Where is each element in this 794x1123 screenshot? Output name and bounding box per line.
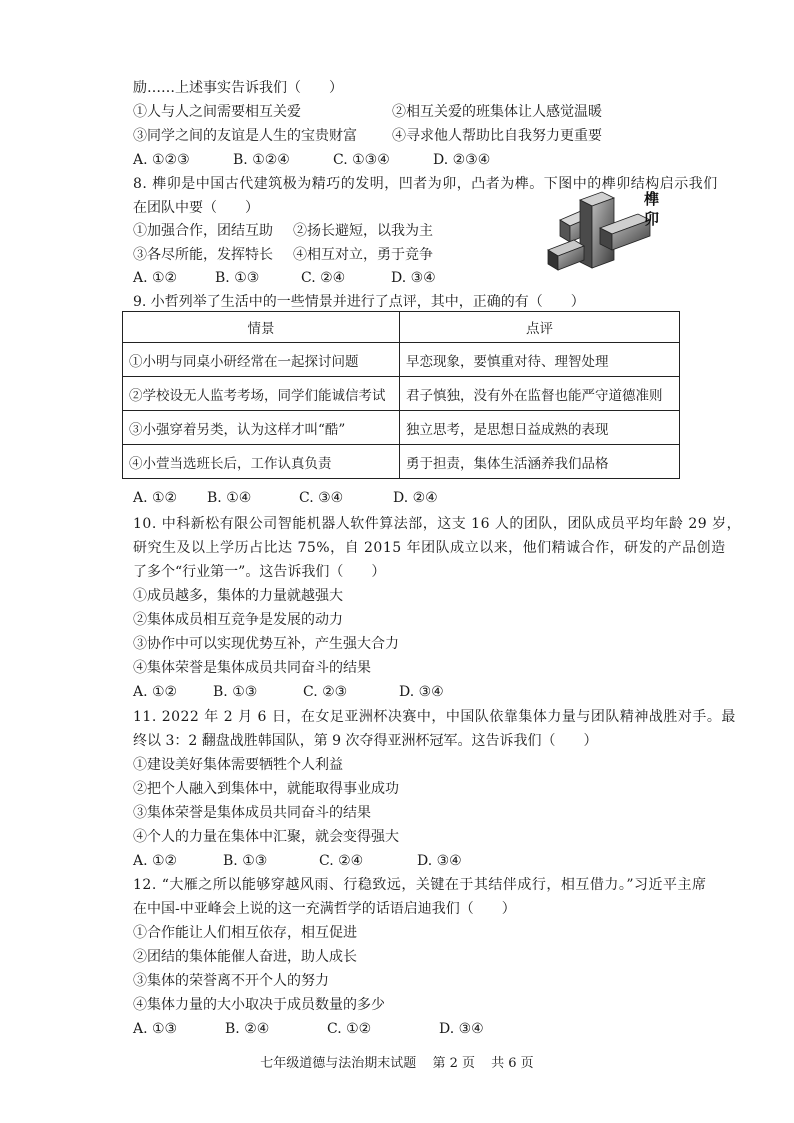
q7-statement-3: ③同学之间的友谊是人生的宝贵财富 xyxy=(133,128,357,144)
q9-options xyxy=(133,488,438,508)
image-label-sun: 榫 xyxy=(644,190,660,208)
q10-stem-line-3: 了多个“行业第一”。这告诉我们（ ） xyxy=(133,564,386,580)
q11-option-d[interactable]: D. ③④ xyxy=(417,853,462,869)
q10-statement-4: ④集体荣誉是集体成员共同奋斗的结果 xyxy=(133,660,371,676)
footer-page-number: 第 2 页 xyxy=(432,1056,475,1071)
q9-table xyxy=(122,311,680,479)
q12-statement-3: ③集体的荣誉离不开个人的努力 xyxy=(133,973,329,989)
table-row xyxy=(123,343,680,377)
q10-statement-2: ②集体成员相互竞争是发展的动力 xyxy=(133,612,343,628)
table-header-row xyxy=(123,312,680,343)
table-row xyxy=(123,377,680,411)
image-label-mao: 卯 xyxy=(644,210,660,228)
q8-statement-1: ①加强合作，团结互助 xyxy=(133,223,273,239)
q12-stem-line-1: 12. “大雁之所以能够穿越风雨、行稳致远，关键在于其结伴成行，相互借力。”习近平主席 xyxy=(133,877,707,893)
table-cell: ④小萱当选班长后，工作认真负责 xyxy=(123,445,400,479)
q7-statement-2: ②相互关爱的班集体让人感觉温暖 xyxy=(392,104,602,120)
q12-option-b[interactable]: B. ②④ xyxy=(225,1021,270,1037)
q10-statement-3: ③协作中可以实现优势互补，产生强大合力 xyxy=(133,636,399,652)
q12-option-d[interactable]: D. ③④ xyxy=(439,1021,484,1037)
q8-stem-line-2: 在团队中要（ ） xyxy=(133,200,259,216)
q12-option-a[interactable]: A. ①③ xyxy=(133,1021,178,1037)
q7-statement-1: ①人与人之间需要相互关爱 xyxy=(133,104,301,120)
q10-option-d[interactable]: D. ③④ xyxy=(399,684,444,700)
footer-total-pages: 共 6 页 xyxy=(491,1056,534,1071)
q11-stem-line-2: 终以 3：2 翻盘战胜韩国队，第 9 次夺得亚洲杯冠军。这告诉我们（ ） xyxy=(133,733,598,749)
q12-statement-4: ④集体力量的大小取决于成员数量的多少 xyxy=(133,997,385,1013)
q7-option-d[interactable]: D. ②③④ xyxy=(433,152,491,168)
q10-stem-line-2: 研究生及以上学历占比达 75%，自 2015 年团队成立以来，他们精诚合作，研发的产品创造 xyxy=(133,540,726,556)
q10-statement-1: ①成员越多，集体的力量就越强大 xyxy=(133,588,343,604)
q8-option-b[interactable]: B. ①③ xyxy=(215,270,260,286)
q11-option-b[interactable]: B. ①③ xyxy=(223,853,268,869)
q10-option-a[interactable]: A. ①② xyxy=(133,684,178,700)
q11-statement-2: ②把个人融入到集体中，就能取得事业成功 xyxy=(133,781,399,797)
q8-option-c[interactable]: C. ②④ xyxy=(301,270,346,286)
q12-statement-2: ②团结的集体能催人奋进，助人成长 xyxy=(133,949,357,965)
q12-option-c[interactable]: C. ①② xyxy=(327,1021,372,1037)
q7-statement-4: ④寻求他人帮助比自我努力更重要 xyxy=(392,128,602,144)
table-cell: ①小明与同桌小研经常在一起探讨问题 xyxy=(123,343,400,377)
q7-option-a[interactable]: A. ①②③ xyxy=(133,152,190,168)
page-footer xyxy=(0,1052,794,1071)
q11-statement-4: ④个人的力量在集体中汇聚，就会变得强大 xyxy=(133,829,399,845)
table-cell: 早恋现象，要慎重对待、理智处理 xyxy=(400,343,680,377)
q9-option-b[interactable]: B. ①④ xyxy=(207,490,252,506)
q9-stem: 9. 小哲列举了生活中的一些情景并进行了点评，其中，正确的有（ ） xyxy=(133,294,585,310)
q8-statement-4: ④相互对立，勇于竞争 xyxy=(293,247,433,263)
table-row xyxy=(123,411,680,445)
q7-option-b[interactable]: B. ①②④ xyxy=(233,152,290,168)
table-header-comment: 点评 xyxy=(400,312,680,343)
q11-stem-line-1: 11. 2022 年 2 月 6 日，在女足亚洲杯决赛中，中国队依靠集体力量与团队精神战胜对手。最 xyxy=(133,709,736,725)
table-cell: 勇于担责，集体生活涵养我们品格 xyxy=(400,445,680,479)
q10-options xyxy=(133,682,444,702)
mortise-tenon-image xyxy=(540,190,670,280)
table-cell: 独立思考，是思想日益成熟的表现 xyxy=(400,411,680,445)
q8-options xyxy=(133,268,436,288)
table-row xyxy=(123,445,680,479)
q7-stem-tail: 励……上述事实告诉我们（ ） xyxy=(133,80,343,96)
q9-option-d[interactable]: D. ②④ xyxy=(393,490,438,506)
q12-stem-line-2: 在中国-中亚峰会上说的这一充满哲学的话语启迪我们（ ） xyxy=(133,901,516,917)
q11-options xyxy=(133,851,462,871)
q9-option-c[interactable]: C. ③④ xyxy=(299,490,344,506)
footer-exam-title: 七年级道德与法治期末试题 xyxy=(260,1056,417,1071)
q8-option-d[interactable]: D. ③④ xyxy=(391,270,436,286)
q8-statement-3: ③各尽所能，发挥特长 xyxy=(133,247,273,263)
q12-options xyxy=(133,1019,484,1039)
table-cell: ③小强穿着另类，认为这样才叫“酷” xyxy=(123,411,400,445)
q10-stem-line-1: 10. 中科新松有限公司智能机器人软件算法部，这支 16 人的团队，团队成员平均年龄 29 岁， xyxy=(133,516,742,532)
table-cell: 君子慎独，没有外在监督也能严守道德准则 xyxy=(400,377,680,411)
q8-stem-line-1: 8. 榫卯是中国古代建筑极为精巧的发明，凹者为卯，凸者为榫。下图中的榫卯结构启示我们 xyxy=(133,176,718,192)
q11-statement-1: ①建设美好集体需要牺牲个人利益 xyxy=(133,757,343,773)
q7-options xyxy=(133,150,490,170)
q11-option-c[interactable]: C. ②④ xyxy=(319,853,364,869)
q10-option-b[interactable]: B. ①③ xyxy=(213,684,258,700)
q8-statement-2: ②扬长避短，以我为主 xyxy=(293,223,433,239)
q10-option-c[interactable]: C. ②③ xyxy=(303,684,348,700)
q12-statement-1: ①合作能让人们相互依存，相互促进 xyxy=(133,925,357,941)
q7-option-c[interactable]: C. ①③④ xyxy=(333,152,390,168)
q11-statement-3: ③集体荣誉是集体成员共同奋斗的结果 xyxy=(133,805,371,821)
q8-option-a[interactable]: A. ①② xyxy=(133,270,178,286)
table-header-scenario: 情景 xyxy=(123,312,400,343)
q11-option-a[interactable]: A. ①② xyxy=(133,853,178,869)
q9-option-a[interactable]: A. ①② xyxy=(133,490,178,506)
table-cell: ②学校设无人监考考场，同学们能诚信考试 xyxy=(123,377,400,411)
